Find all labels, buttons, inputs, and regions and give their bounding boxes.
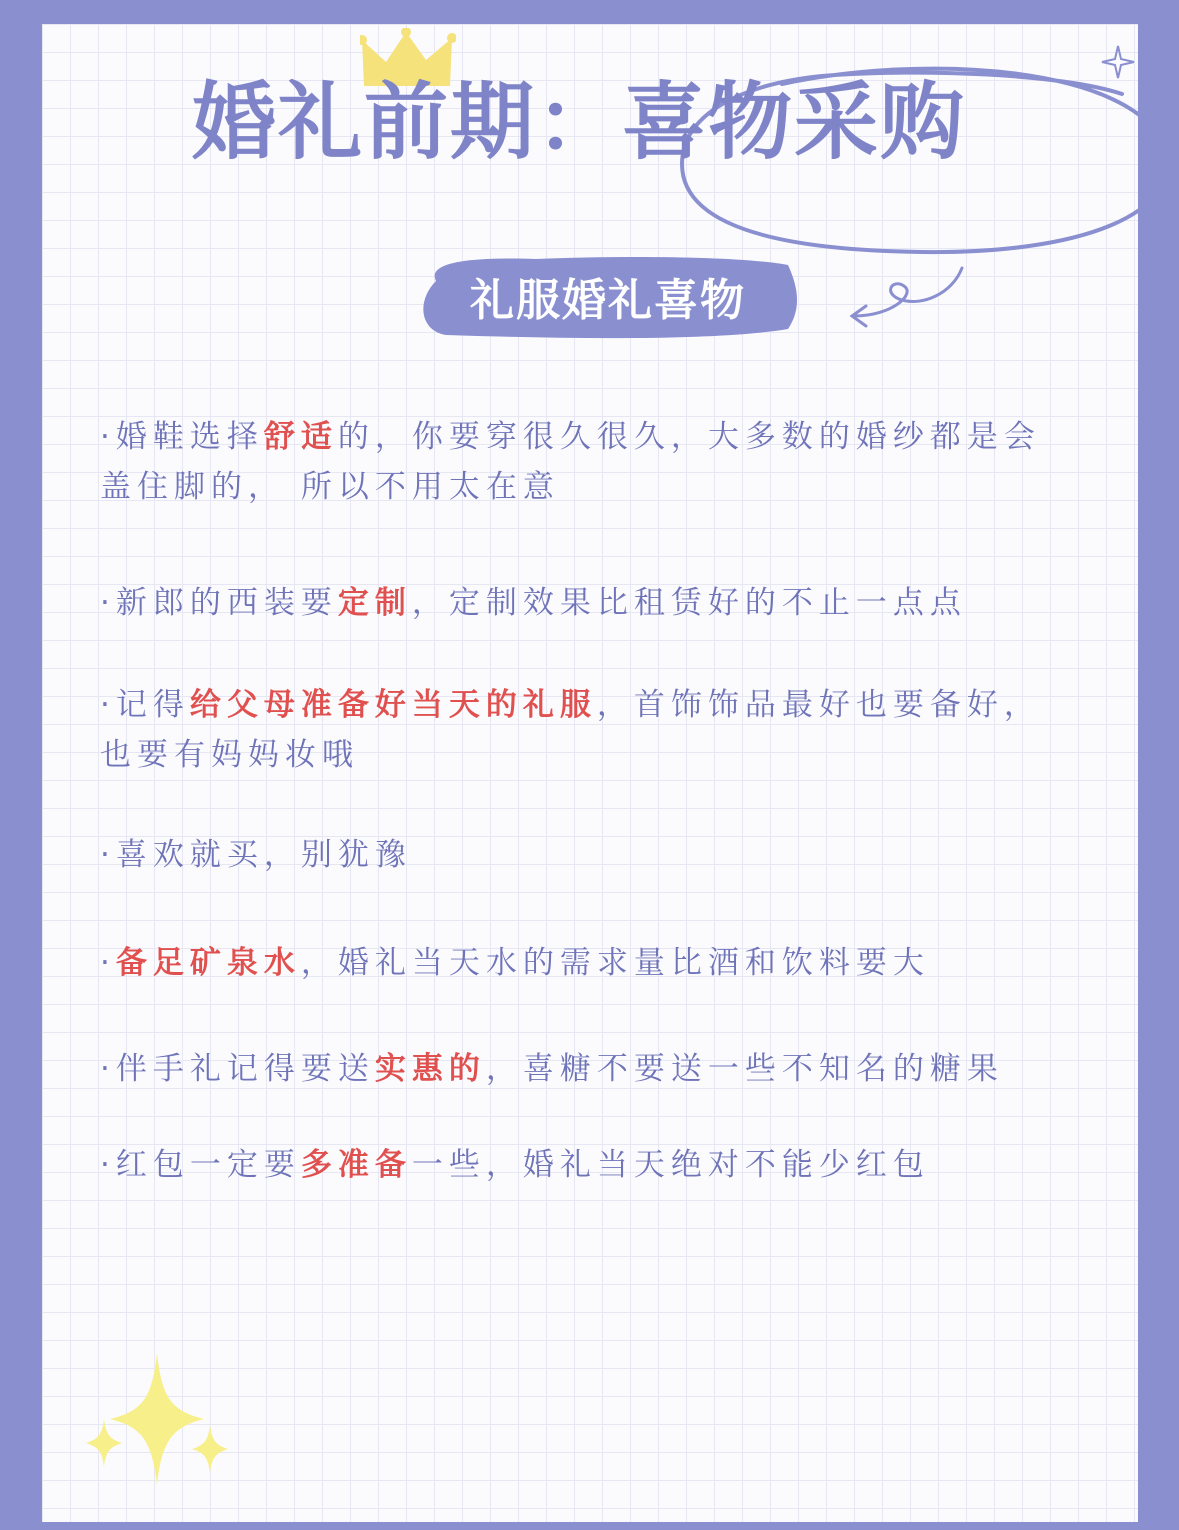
- highlight-text: 定制: [337, 585, 412, 621]
- tips-list: [100, 412, 1060, 1190]
- list-item: [100, 412, 1060, 512]
- paper-sheet: [42, 24, 1138, 1522]
- item-text: ·伴手礼记得要送: [100, 1051, 375, 1087]
- item-text: ·: [100, 945, 116, 981]
- list-item: [100, 1140, 1060, 1190]
- item-text: ·婚鞋选择: [100, 419, 264, 455]
- highlight-text: 舒适: [263, 419, 338, 455]
- sparkles-icon: [82, 1349, 232, 1489]
- list-item: [100, 938, 1060, 988]
- highlight-text: 多准备: [300, 1147, 412, 1183]
- item-text: ·记得: [100, 687, 190, 723]
- item-text: 的，你要穿很久很久，大多数的婚纱都是会盖住脚的， 所以不用太在意: [100, 419, 1041, 505]
- highlight-text: 备足矿泉水: [115, 945, 301, 981]
- item-text: 一些，婚礼当天绝对不能少红包: [411, 1147, 930, 1183]
- highlight-text: 给父母准备好当天的礼服: [189, 687, 597, 723]
- list-item: [100, 578, 1060, 628]
- list-item: [100, 830, 1060, 880]
- section-subtitle: 礼服婚礼喜物: [470, 275, 746, 326]
- list-item: [100, 680, 1060, 780]
- curly-arrow-icon: [842, 264, 972, 334]
- item-text: ·新郎的西装要: [100, 585, 338, 621]
- item-text: ，首饰饰品最好也要备好，也要有妈妈妆哦: [100, 687, 1041, 773]
- item-text: ·喜欢就买，别犹豫: [100, 837, 412, 873]
- item-text: ，定制效果比租赁好的不止一点点: [411, 585, 967, 621]
- page-title: 婚礼前期：喜物采购: [192, 73, 967, 171]
- item-text: ，婚礼当天水的需求量比酒和饮料要大: [300, 945, 930, 981]
- sparkle-icon: [1100, 44, 1136, 80]
- highlight-text: 实惠的: [374, 1051, 486, 1087]
- list-item: [100, 1044, 1060, 1094]
- item-text: ，喜糖不要送一些不知名的糖果: [485, 1051, 1004, 1087]
- item-text: ·红包一定要: [100, 1147, 301, 1183]
